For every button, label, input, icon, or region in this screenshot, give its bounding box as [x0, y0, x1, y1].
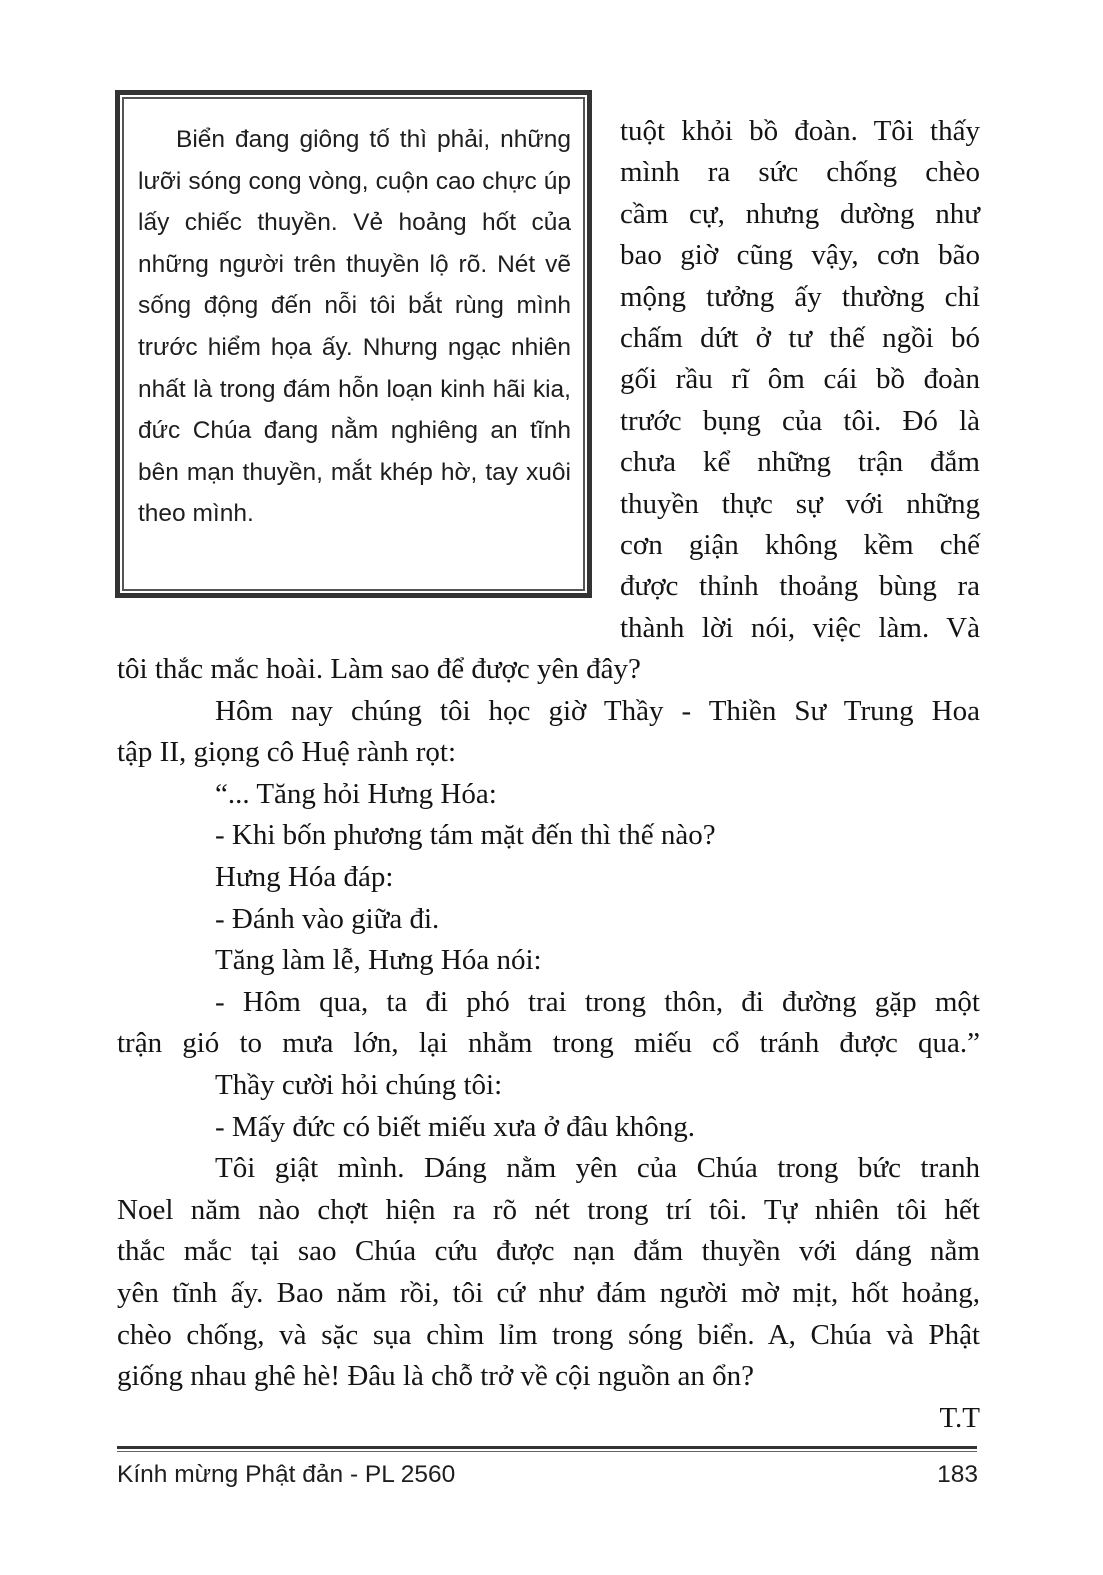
dialogue-line: - Hôm qua, ta đi phó trai trong thôn, đi đường gặp một	[215, 985, 980, 1018]
text-line: tuột khỏi bồ đoàn. Tôi thấy	[620, 115, 980, 147]
dialogue-line: “... Tăng hỏi Hưng Hóa:	[215, 777, 497, 810]
text-line: gối rầu rĩ ôm cái bồ đoàn	[620, 363, 980, 396]
dialogue-line: - Khi bốn phương tám mặt đến thì thế nào?	[215, 819, 716, 852]
text-line: Noel năm nào chợt hiện ra rõ nét trong trí tôi. Tự nhiên tôi hết	[117, 1193, 980, 1226]
text-line: cầm cự, nhưng dường như	[620, 197, 980, 230]
text-line: giống nhau ghê hè! Đâu là chỗ trở về cội nguồn an ổn?	[117, 1360, 755, 1393]
text-line: mộng tưởng ấy thường chỉ	[620, 280, 980, 313]
dialogue-line: Thầy cười hỏi chúng tôi:	[215, 1068, 503, 1101]
text-line: Tôi giật mình. Dáng nằm yên của Chúa trong bức tranh	[215, 1152, 980, 1185]
text-line: thuyền thực sự với những	[620, 487, 980, 520]
text-line: mình ra sức chống chèo	[620, 156, 980, 189]
right-column-text	[620, 111, 980, 649]
text-line: chấm dứt ở tư thế ngồi bó	[620, 321, 980, 354]
text-line: được thỉnh thoảng bùng ra	[620, 570, 980, 603]
text-line: trước bụng của tôi. Đó là	[620, 404, 980, 437]
footer-rule	[117, 1446, 977, 1449]
dialogue-line: Hưng Hóa đáp:	[215, 860, 394, 893]
text-line: thắc mắc tại sao Chúa cứu được nạn đắm thuyền với dáng nằm	[117, 1235, 980, 1268]
dialogue-line: - Mấy đức có biết miếu xưa ở đâu không.	[215, 1110, 696, 1143]
text-line: yên tĩnh ấy. Bao năm rồi, tôi cứ như đám người mờ mịt, hốt hoảng,	[117, 1276, 980, 1309]
main-text	[117, 649, 980, 1439]
dialogue-line: Tăng làm lễ, Hưng Hóa nói:	[215, 944, 542, 977]
text-line: tập II, giọng cô Huệ rành rọt:	[117, 736, 457, 769]
text-line: trận gió to mưa lớn, lại nhằm trong miếu cổ tránh được qua.”	[117, 1027, 980, 1060]
footer-title: Kính mừng Phật đản - PL 2560	[117, 1461, 456, 1488]
text-line: Hôm nay chúng tôi học giờ Thầy - Thiền Sư Trung Hoa	[215, 694, 980, 727]
page-number: 183	[937, 1461, 978, 1488]
text-line: chèo chống, và sặc sụa chìm lỉm trong sóng biển. A, Chúa và Phật	[117, 1318, 980, 1351]
text-line: chưa kể những trận đắm	[620, 446, 980, 479]
footer-rule-thin	[117, 1451, 977, 1452]
text-line: bao giờ cũng vậy, cơn bão	[620, 239, 980, 272]
text-line: tôi thắc mắc hoài. Làm sao để được yên đây?	[117, 653, 641, 685]
sidebar-paragraph: Biển đang giông tố thì phải, những lưỡi sóng cong vòng, cuộn cao chực úp lấy chiếc thuyền. Vẻ hoảng hốt của những người trên thuyền lộ rõ. Nét vẽ sống động đến nỗi tôi bắt rùng mình trước hiểm họa ấy. Nhưng ngạc nhiên nhất là trong đám hỗn loạn kinh hãi kia, đức Chúa đang nằm nghiêng an tĩnh bên mạn thuyền, mắt khép hờ, tay xuôi theo mình.	[138, 126, 571, 528]
dialogue-line: - Đánh vào giữa đi.	[215, 902, 440, 935]
text-line: cơn giận không kềm chế	[620, 528, 980, 561]
text-line: thành lời nói, việc làm. Và	[620, 611, 980, 644]
author-signature: T.T	[939, 1401, 980, 1434]
sidebar-box	[115, 90, 592, 598]
